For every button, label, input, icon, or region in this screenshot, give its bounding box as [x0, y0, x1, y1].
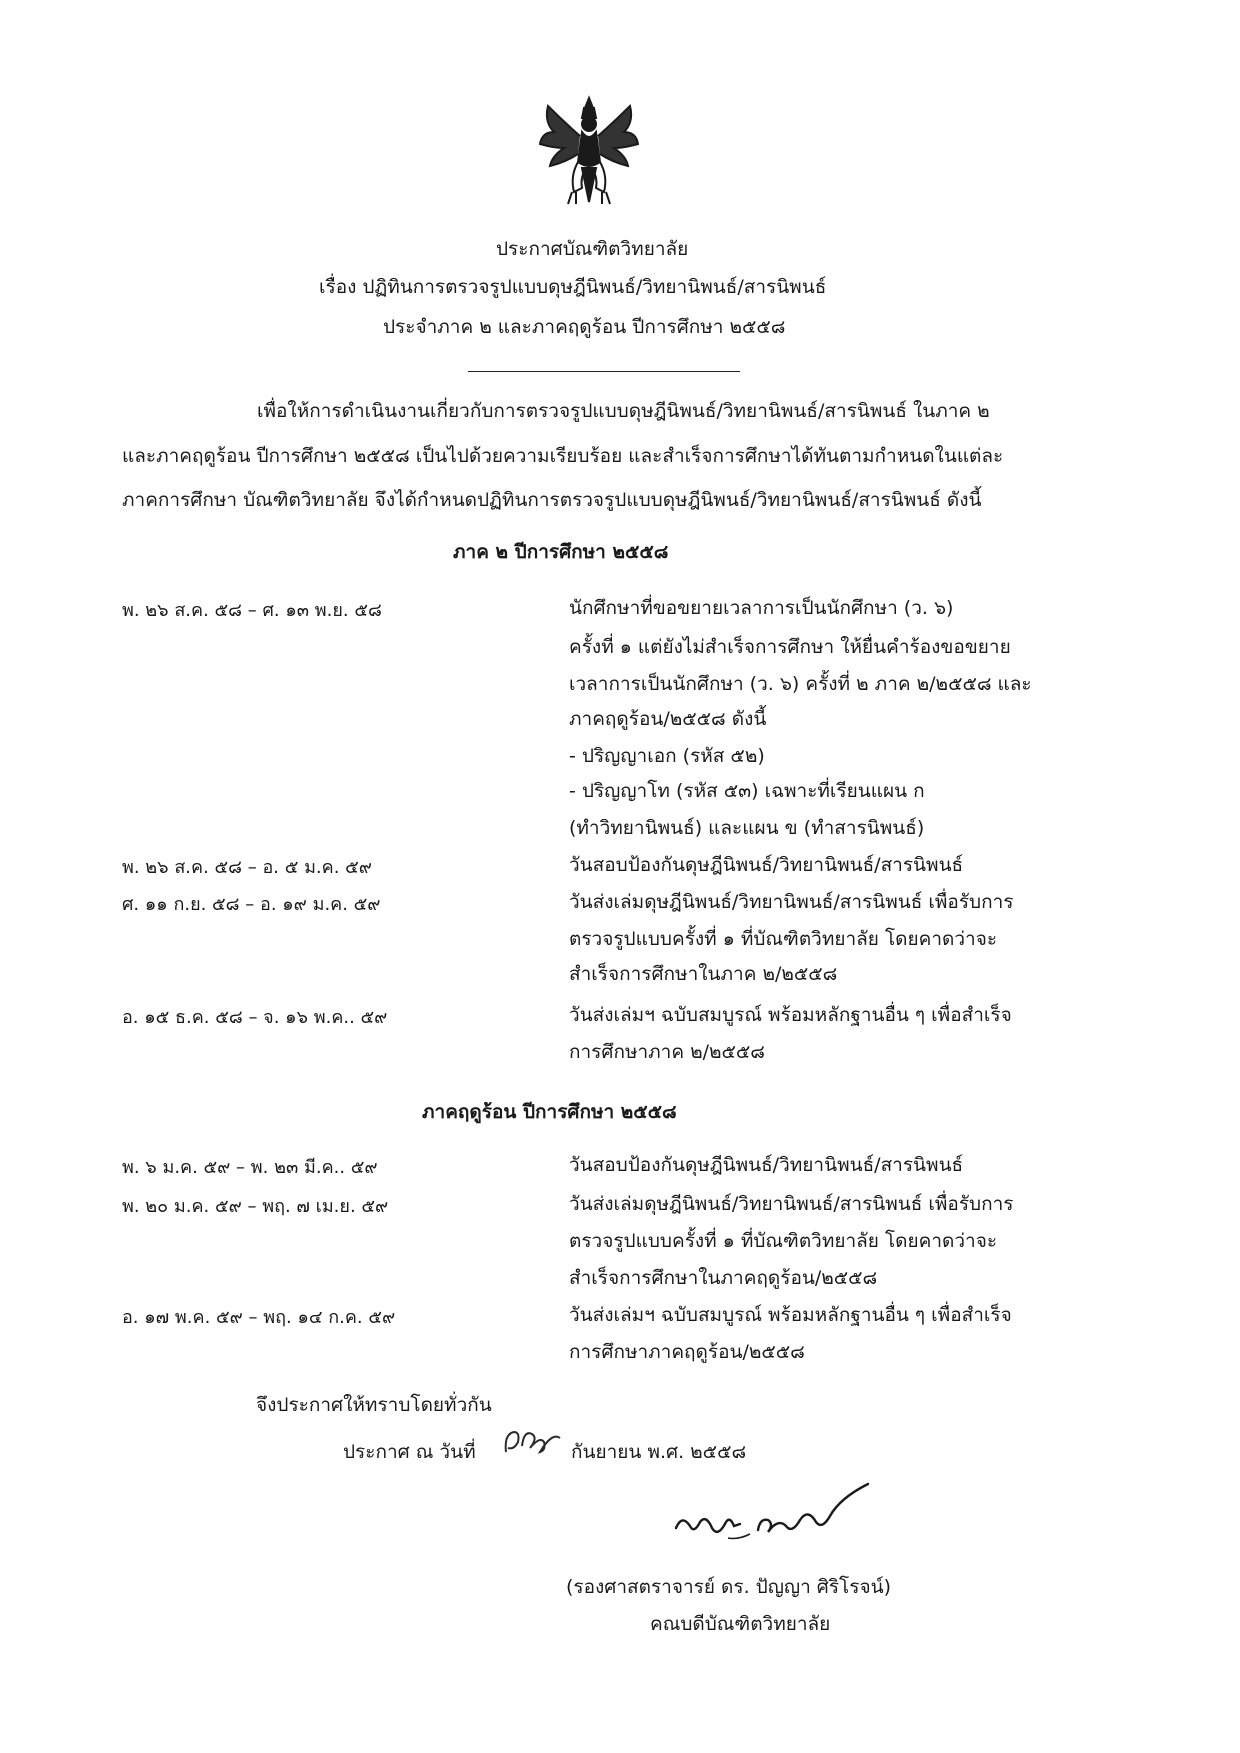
schedule-description: วันส่งเล่มฯ ฉบับสมบูรณ์ พร้อมหลักฐานอื่น ๆ เพื่อสำเร็จ [569, 1004, 1012, 1026]
intro-line: ภาคการศึกษา บัณฑิตวิทยาลัย จึงได้กำหนดปฏิทินการตรวจรูปแบบดุษฎีนิพนธ์/วิทยานิพนธ์/สารนิพนธ์ ดังนี้ [122, 489, 982, 511]
announcement-date-suffix: กันยายน พ.ศ. ๒๕๕๘ [571, 1441, 747, 1463]
schedule-description: นักศึกษาที่ขอขยายเวลาการเป็นนักศึกษา (ว. ๖) [569, 597, 954, 619]
intro-line: เพื่อให้การดำเนินงานเกี่ยวกับการตรวจรูปแบบดุษฎีนิพนธ์/วิทยานิพนธ์/สารนิพนธ์ ในภาค ๒ [257, 400, 990, 422]
closing-statement: จึงประกาศให้ทราบโดยทั่วกัน [256, 1394, 492, 1416]
schedule-description: การศึกษาภาคฤดูร้อน/๒๕๕๘ [569, 1341, 805, 1363]
schedule-description: - ปริญญาเอก (รหัส ๕๒) [569, 745, 765, 767]
signatory-name: (รองศาสตราจารย์ ดร. ปัญญา ศิริโรจน์) [566, 1576, 892, 1598]
schedule-date: พ. ๒๖ ส.ค. ๕๘ – ศ. ๑๓ พ.ย. ๕๘ [122, 600, 382, 621]
handwritten-day [500, 1424, 566, 1458]
schedule-description: วันสอบป้องกันดุษฎีนิพนธ์/วิทยานิพนธ์/สารนิพนธ์ [569, 854, 964, 876]
schedule-description: ภาคฤดูร้อน/๒๕๕๘ ดังนี้ [569, 708, 767, 730]
schedule-description: วันส่งเล่มดุษฎีนิพนธ์/วิทยานิพนธ์/สารนิพนธ์ เพื่อรับการ [569, 1193, 1014, 1215]
section-title: ภาคฤดูร้อน ปีการศึกษา ๒๕๕๘ [422, 1101, 677, 1123]
schedule-description: ตรวจรูปแบบครั้งที่ ๑ ที่บัณฑิตวิทยาลัย โดยคาดว่าจะ [569, 928, 998, 950]
schedule-description: - ปริญญาโท (รหัส ๕๓) เฉพาะที่เรียนแผน ก [569, 780, 925, 802]
schedule-description: เวลาการเป็นนักศึกษา (ว. ๖) ครั้งที่ ๒ ภาค ๒/๒๕๕๘ และ [569, 673, 1032, 695]
schedule-description: วันสอบป้องกันดุษฎีนิพนธ์/วิทยานิพนธ์/สารนิพนธ์ [569, 1154, 964, 1176]
schedule-description: สำเร็จการศึกษาในภาคฤดูร้อน/๒๕๕๘ [569, 1267, 878, 1289]
schedule-date: พ. ๒๐ ม.ค. ๕๙ – พฤ. ๗ เม.ย. ๕๙ [122, 1196, 389, 1217]
schedule-description: วันส่งเล่มดุษฎีนิพนธ์/วิทยานิพนธ์/สารนิพนธ์ เพื่อรับการ [569, 891, 1014, 913]
header-divider [468, 371, 740, 372]
schedule-description: การศึกษาภาค ๒/๒๕๕๘ [569, 1041, 765, 1063]
announcement-date-prefix: ประกาศ ณ วันที่ [343, 1441, 476, 1463]
schedule-date: ศ. ๑๑ ก.ย. ๕๘ – อ. ๑๙ ม.ค. ๕๙ [122, 894, 381, 915]
schedule-description: วันส่งเล่มฯ ฉบับสมบูรณ์ พร้อมหลักฐานอื่น ๆ เพื่อสำเร็จ [569, 1304, 1012, 1326]
announcement-subject: เรื่อง ปฏิทินการตรวจรูปแบบดุษฎีนิพนธ์/วิทยานิพนธ์/สารนิพนธ์ [319, 276, 827, 298]
schedule-description: ตรวจรูปแบบครั้งที่ ๑ ที่บัณฑิตวิทยาลัย โดยคาดว่าจะ [569, 1230, 998, 1252]
signatory-position: คณบดีบัณฑิตวิทยาลัย [650, 1613, 831, 1635]
issuer-title: ประกาศบัณฑิตวิทยาลัย [496, 238, 689, 260]
schedule-description: (ทำวิทยานิพนธ์) และแผน ข (ทำสารนิพนธ์) [569, 817, 925, 839]
schedule-date: พ. ๒๖ ส.ค. ๕๘ – อ. ๕ ม.ค. ๕๙ [122, 857, 372, 878]
schedule-date: อ. ๑๗ พ.ค. ๕๙ – พฤ. ๑๔ ก.ค. ๕๙ [122, 1307, 396, 1328]
schedule-date: พ. ๖ ม.ค. ๕๙ – พ. ๒๓ มี.ค.. ๕๙ [122, 1157, 378, 1178]
schedule-description: ครั้งที่ ๑ แต่ยังไม่สำเร็จการศึกษา ให้ยื่นคำร้องขอขยาย [569, 636, 1011, 658]
signature-icon [668, 1478, 878, 1550]
garuda-emblem-icon [534, 92, 644, 210]
schedule-description: สำเร็จการศึกษาในภาค ๒/๒๕๕๘ [569, 963, 838, 985]
intro-line: และภาคฤดูร้อน ปีการศึกษา ๒๕๕๘ เป็นไปด้วยความเรียบร้อย และสำเร็จการศึกษาได้ทันตามกำหนดในแต่ละ [122, 445, 1004, 467]
schedule-date: อ. ๑๕ ธ.ค. ๕๘ – จ. ๑๖ พ.ค.. ๕๙ [122, 1007, 388, 1028]
section-title: ภาค ๒ ปีการศึกษา ๒๕๕๘ [453, 541, 669, 563]
announcement-term: ประจำภาค ๒ และภาคฤดูร้อน ปีการศึกษา ๒๕๕๘ [383, 316, 786, 338]
